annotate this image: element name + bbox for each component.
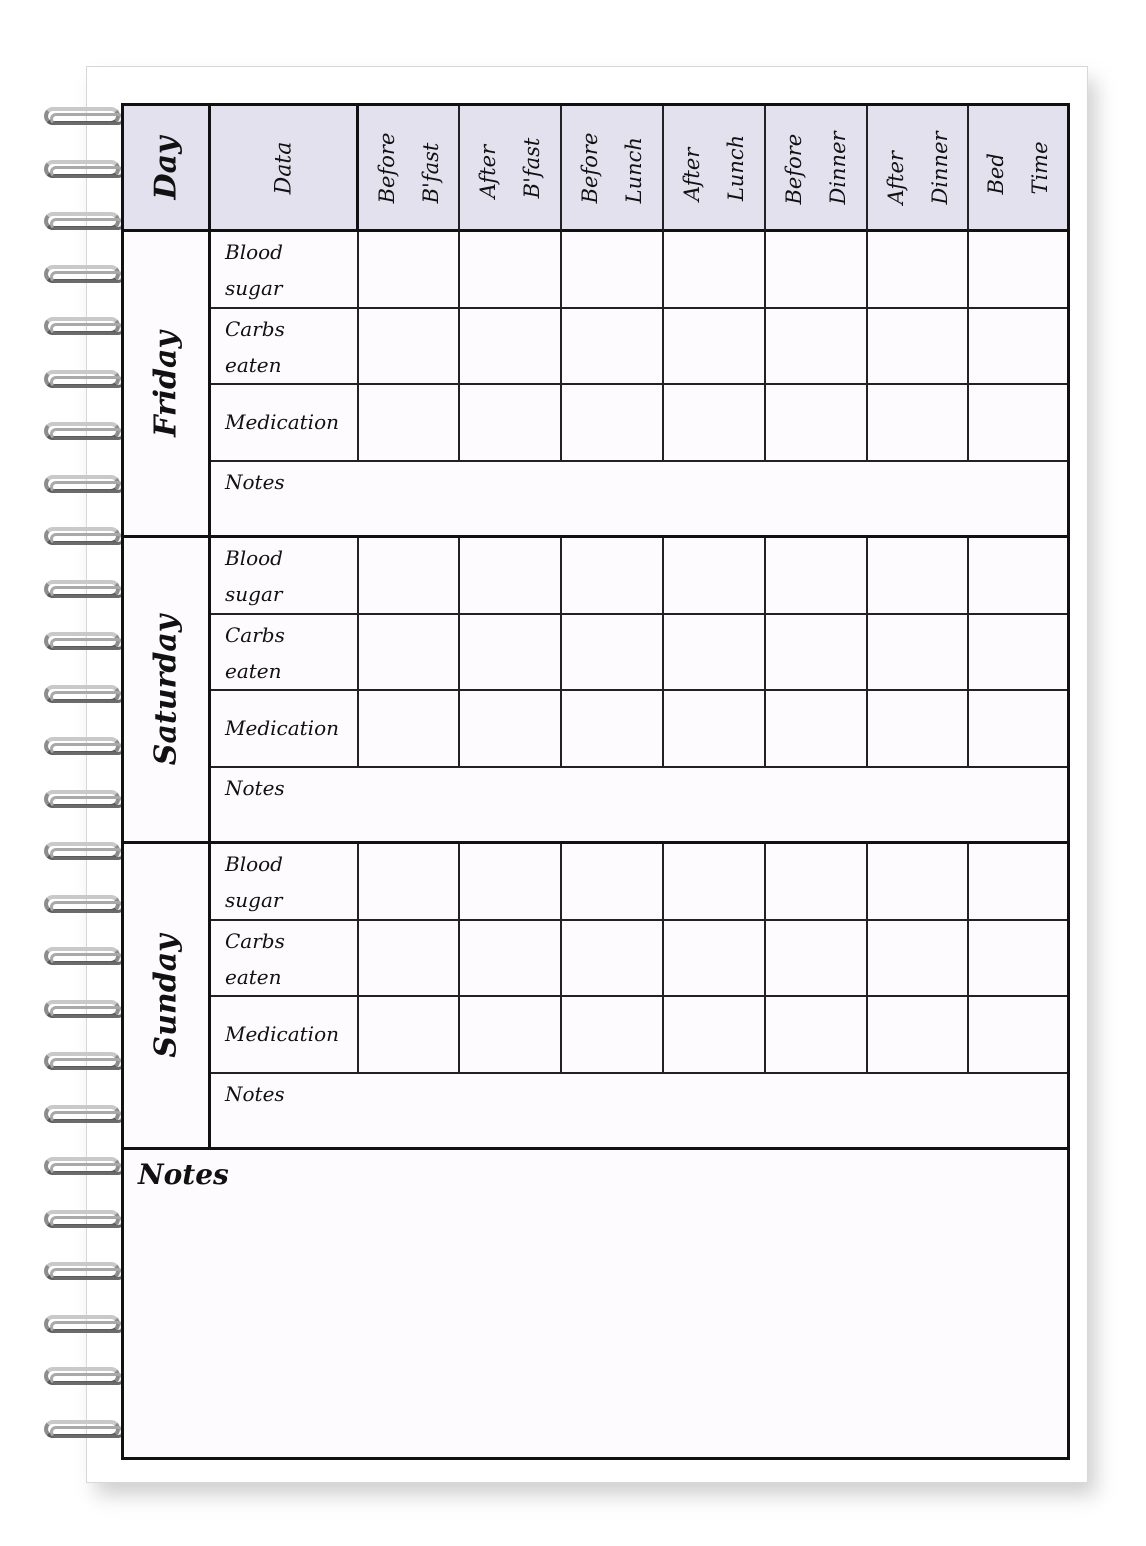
row-label-line2: eaten xyxy=(225,353,282,377)
ring-wire-inner xyxy=(50,691,124,703)
spiral-ring xyxy=(44,209,128,235)
row-label-line1: Blood xyxy=(225,546,283,570)
row-label-line2: sugar xyxy=(225,276,283,300)
day-section-sunday xyxy=(124,844,211,1150)
entry-cell[interactable] xyxy=(868,921,969,997)
ring-wire-inner xyxy=(50,743,124,755)
row-label-line1: Carbs xyxy=(225,317,285,341)
row-label-cell xyxy=(211,385,359,462)
notes-row[interactable] xyxy=(211,1074,1067,1150)
row-label-cell xyxy=(211,615,359,691)
spiral-ring xyxy=(44,1207,128,1233)
row-label-line1: Notes xyxy=(225,470,285,494)
entry-cell[interactable] xyxy=(562,309,664,385)
row-label-cell xyxy=(211,691,359,768)
entry-cell[interactable] xyxy=(460,997,562,1074)
header-column-line2: Lunch xyxy=(622,136,646,203)
spiral-ring xyxy=(44,314,128,340)
entry-cell[interactable] xyxy=(460,844,562,921)
row-label-line2: sugar xyxy=(225,582,283,606)
entry-cell[interactable] xyxy=(969,232,1067,309)
spiral-ring xyxy=(44,997,128,1023)
ring-wire-inner xyxy=(50,1373,124,1385)
entry-cell[interactable] xyxy=(766,844,868,921)
entry-cell[interactable] xyxy=(562,921,664,997)
ring-wire-inner xyxy=(50,323,124,335)
ring-wire-inner xyxy=(50,796,124,808)
row-label-line1: Blood xyxy=(225,240,283,264)
footer-notes-area[interactable] xyxy=(124,1150,1067,1457)
header-column-line2: B'fast xyxy=(520,137,544,198)
row-label-line2: sugar xyxy=(225,888,283,912)
header-column-line2: Dinner xyxy=(927,130,952,205)
row-label-line2: eaten xyxy=(225,659,282,683)
spiral-ring xyxy=(44,1312,128,1338)
ring-wire-inner xyxy=(50,1321,124,1333)
entry-cell[interactable] xyxy=(969,615,1067,691)
row-label-line1: Carbs xyxy=(225,623,285,647)
spiral-ring xyxy=(44,1417,128,1443)
day-section-friday xyxy=(124,232,211,538)
spiral-ring xyxy=(44,892,128,918)
entry-cell[interactable] xyxy=(359,615,460,691)
header-data xyxy=(211,106,359,232)
spiral-ring xyxy=(44,1259,128,1285)
entry-cell[interactable] xyxy=(868,844,969,921)
header-column-line1: After xyxy=(680,147,704,201)
entry-cell[interactable] xyxy=(664,538,766,615)
header-column-label xyxy=(365,132,453,203)
header-column xyxy=(562,106,664,232)
entry-cell[interactable] xyxy=(664,615,766,691)
entry-cell[interactable] xyxy=(359,385,460,462)
ring-wire-inner xyxy=(50,1058,124,1070)
row-label-cell xyxy=(211,309,359,385)
ring-wire-inner xyxy=(50,1426,124,1438)
row-label-line1: Medication xyxy=(225,410,339,434)
header-column-line2: Lunch xyxy=(724,134,748,201)
day-label: Sunday xyxy=(148,933,184,1058)
entry-cell[interactable] xyxy=(664,844,766,921)
entry-cell[interactable] xyxy=(359,538,460,615)
entry-cell[interactable] xyxy=(562,844,664,921)
entry-cell[interactable] xyxy=(969,997,1067,1074)
ring-wire-inner xyxy=(50,481,124,493)
header-column-line2: Time xyxy=(1028,140,1052,195)
spiral-ring xyxy=(44,472,128,498)
spiral-ring xyxy=(44,944,128,970)
entry-cell[interactable] xyxy=(664,385,766,462)
entry-cell[interactable] xyxy=(868,385,969,462)
ring-wire-inner xyxy=(50,953,124,965)
entry-cell[interactable] xyxy=(664,232,766,309)
entry-cell[interactable] xyxy=(766,691,868,768)
spiral-ring xyxy=(44,1049,128,1075)
header-column xyxy=(460,106,562,232)
spiral-ring xyxy=(44,367,128,393)
spiral-ring xyxy=(44,629,128,655)
entry-cell[interactable] xyxy=(766,615,868,691)
spiral-ring xyxy=(44,1102,128,1128)
header-column xyxy=(664,106,766,232)
ring-wire-inner xyxy=(50,428,124,440)
entry-cell[interactable] xyxy=(359,691,460,768)
ring-wire-inner xyxy=(50,376,124,388)
entry-cell[interactable] xyxy=(460,538,562,615)
ring-wire-inner xyxy=(50,638,124,650)
entry-cell[interactable] xyxy=(562,691,664,768)
row-label-line1: Notes xyxy=(225,776,285,800)
header-column-label xyxy=(466,137,554,198)
entry-cell[interactable] xyxy=(562,615,664,691)
spiral-ring xyxy=(44,104,128,130)
entry-cell[interactable] xyxy=(460,691,562,768)
header-column xyxy=(359,106,460,232)
ring-wire-inner xyxy=(50,1268,124,1280)
footer-notes-label: Notes xyxy=(138,1158,229,1191)
entry-cell[interactable] xyxy=(359,309,460,385)
entry-cell[interactable] xyxy=(969,309,1067,385)
blood-sugar-log-grid xyxy=(121,103,1070,1460)
entry-cell[interactable] xyxy=(766,232,868,309)
spiral-ring xyxy=(44,839,128,865)
spiral-ring xyxy=(44,157,128,183)
entry-cell[interactable] xyxy=(868,232,969,309)
header-column-line1: After xyxy=(476,144,500,198)
header-column-label xyxy=(568,132,656,203)
ring-wire-inner xyxy=(50,1006,124,1018)
spiral-ring xyxy=(44,682,128,708)
entry-cell[interactable] xyxy=(460,309,562,385)
spiral-ring xyxy=(44,1154,128,1180)
row-label-line1: Blood xyxy=(225,852,283,876)
header-column-line1: Before xyxy=(374,132,399,203)
row-label-cell xyxy=(211,844,359,921)
entry-cell[interactable] xyxy=(766,921,868,997)
header-column xyxy=(766,106,868,232)
ring-wire-inner xyxy=(50,1216,124,1228)
row-label-cell xyxy=(211,232,359,309)
ring-wire-inner xyxy=(50,113,124,125)
entry-cell[interactable] xyxy=(969,385,1067,462)
header-column-line1: Bed xyxy=(984,152,1008,195)
entry-cell[interactable] xyxy=(766,309,868,385)
ring-wire-inner xyxy=(50,1163,124,1175)
entry-cell[interactable] xyxy=(969,691,1067,768)
header-column-label xyxy=(874,131,962,204)
entry-cell[interactable] xyxy=(460,385,562,462)
spiral-ring xyxy=(44,1364,128,1390)
entry-cell[interactable] xyxy=(562,232,664,309)
entry-cell[interactable] xyxy=(562,538,664,615)
header-column-line1: After xyxy=(883,150,908,205)
row-label-line1: Notes xyxy=(225,1082,285,1106)
entry-cell[interactable] xyxy=(460,921,562,997)
entry-cell[interactable] xyxy=(359,921,460,997)
row-label-cell xyxy=(211,997,359,1074)
entry-cell[interactable] xyxy=(359,997,460,1074)
notes-row[interactable] xyxy=(211,462,1067,538)
spiral-ring xyxy=(44,577,128,603)
row-label-line2: eaten xyxy=(225,965,282,989)
entry-cell[interactable] xyxy=(868,309,969,385)
row-label-line1: Carbs xyxy=(225,929,285,953)
header-column xyxy=(969,106,1067,232)
entry-cell[interactable] xyxy=(562,997,664,1074)
entry-cell[interactable] xyxy=(969,921,1067,997)
entry-cell[interactable] xyxy=(359,844,460,921)
entry-cell[interactable] xyxy=(460,232,562,309)
row-label-cell xyxy=(211,538,359,615)
header-day xyxy=(124,106,211,232)
row-label-line1: Medication xyxy=(225,716,339,740)
entry-cell[interactable] xyxy=(868,615,969,691)
entry-cell[interactable] xyxy=(664,921,766,997)
entry-cell[interactable] xyxy=(868,997,969,1074)
ring-wire-inner xyxy=(50,1111,124,1123)
entry-cell[interactable] xyxy=(562,385,664,462)
header-day-label: Day xyxy=(148,136,184,199)
entry-cell[interactable] xyxy=(868,538,969,615)
header-column-line1: Before xyxy=(782,133,806,205)
ring-wire-inner xyxy=(50,848,124,860)
entry-cell[interactable] xyxy=(766,997,868,1074)
header-column-line2: Dinner xyxy=(826,130,850,205)
header-data-label: Data xyxy=(271,141,296,194)
header-column-line2: B'fast xyxy=(418,142,443,203)
header-column-line1: Before xyxy=(578,132,602,203)
ring-wire-inner xyxy=(50,586,124,598)
entry-cell[interactable] xyxy=(664,309,766,385)
entry-cell[interactable] xyxy=(969,538,1067,615)
entry-cell[interactable] xyxy=(969,844,1067,921)
ring-wire-inner xyxy=(50,901,124,913)
ring-wire-inner xyxy=(50,166,124,178)
row-label-line1: Medication xyxy=(225,1022,339,1046)
spiral-ring xyxy=(44,419,128,445)
spiral-ring xyxy=(44,787,128,813)
entry-cell[interactable] xyxy=(766,385,868,462)
day-label: Friday xyxy=(148,330,184,437)
header-column-label xyxy=(974,141,1062,194)
ring-wire-inner xyxy=(50,271,124,283)
spiral-ring xyxy=(44,524,128,550)
ring-wire-inner xyxy=(50,533,124,545)
entry-cell[interactable] xyxy=(664,691,766,768)
row-label-cell xyxy=(211,921,359,997)
header-column xyxy=(868,106,969,232)
day-section-saturday xyxy=(124,538,211,844)
entry-cell[interactable] xyxy=(766,538,868,615)
entry-cell[interactable] xyxy=(664,997,766,1074)
entry-cell[interactable] xyxy=(359,232,460,309)
day-label: Saturday xyxy=(148,614,184,765)
notes-row[interactable] xyxy=(211,768,1067,844)
spiral-ring xyxy=(44,734,128,760)
header-column-label xyxy=(772,131,860,204)
header-column-label xyxy=(670,134,758,200)
ring-wire-inner xyxy=(50,218,124,230)
spiral-ring xyxy=(44,262,128,288)
entry-cell[interactable] xyxy=(868,691,969,768)
entry-cell[interactable] xyxy=(460,615,562,691)
